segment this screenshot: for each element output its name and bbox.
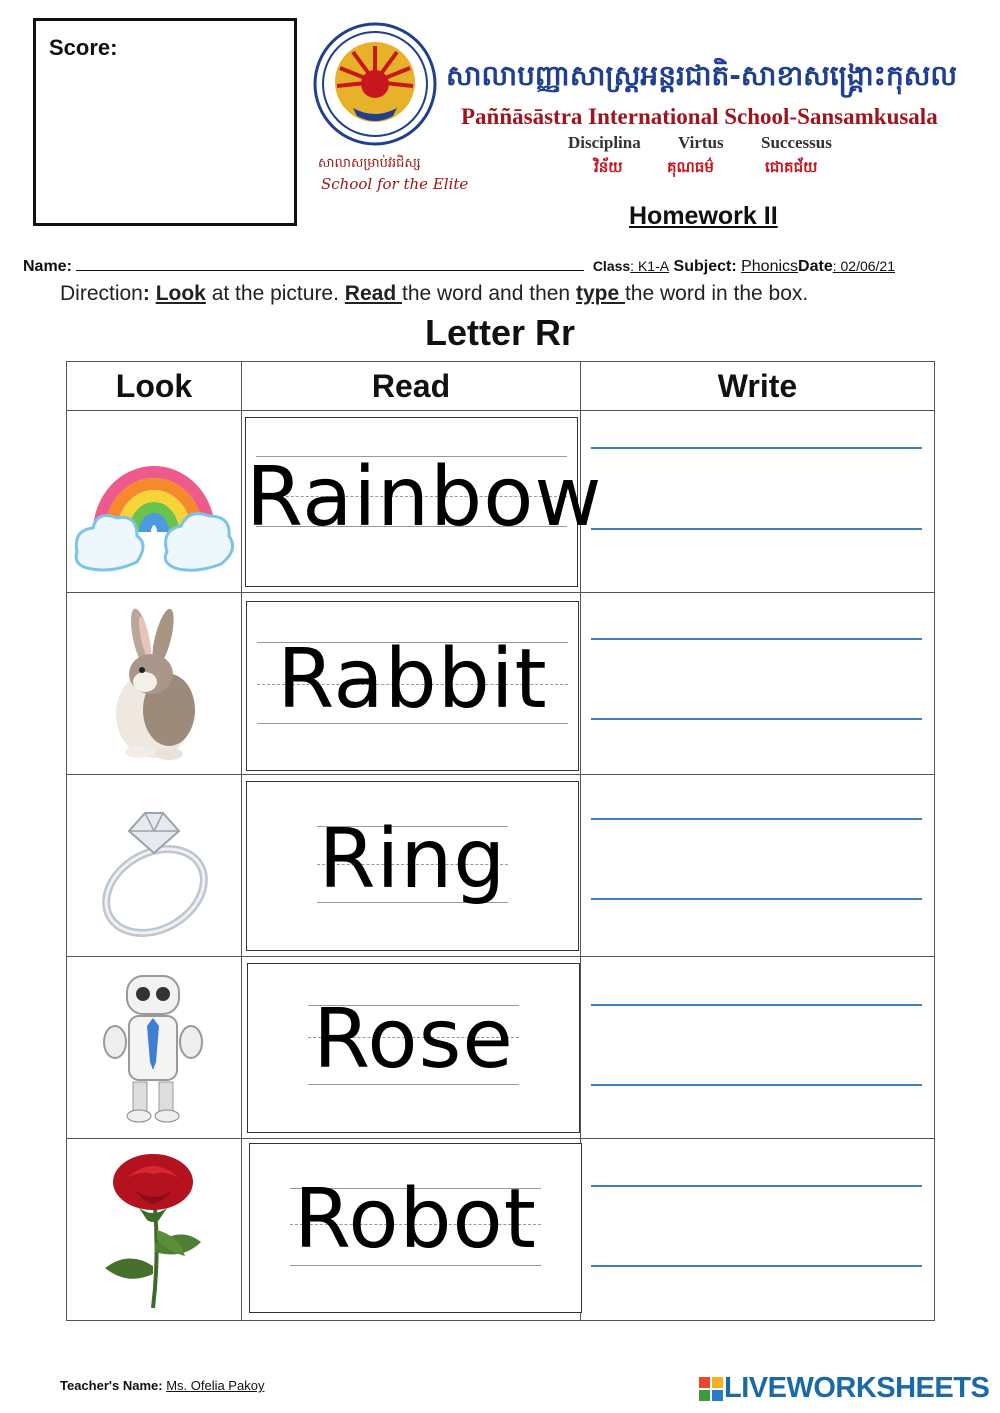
write-cell[interactable] <box>581 957 935 1139</box>
word-rabbit: Rabbit <box>277 632 548 727</box>
motto-khmer-2: គុណធម៌ <box>667 158 714 176</box>
name-field[interactable] <box>76 258 584 271</box>
table-row <box>67 1139 935 1321</box>
subject-label: Subject: <box>673 258 737 275</box>
table-row <box>67 775 935 957</box>
teacher-name-line <box>60 1378 264 1393</box>
word-ring: Ring <box>318 812 507 907</box>
rabbit-picture <box>99 604 209 764</box>
liveworksheets-logo-icon <box>698 1376 724 1402</box>
write-cell[interactable] <box>581 775 935 957</box>
homework-title: Homework II <box>629 202 778 230</box>
write-line-top <box>591 1004 922 1006</box>
robot-picture <box>99 970 209 1126</box>
date-value: : 02/06/21 <box>832 258 895 274</box>
read-cell <box>241 957 580 1139</box>
write-line-bottom <box>591 528 922 530</box>
table-header-row <box>67 362 935 411</box>
table-row <box>67 593 935 775</box>
read-cell <box>241 411 603 593</box>
look-cell <box>67 593 242 775</box>
motto-khmer-1: វិន័យ <box>594 158 623 176</box>
header-write: Write <box>581 362 935 411</box>
rose-picture <box>99 1148 209 1312</box>
look-cell <box>67 775 242 957</box>
header-read: Read <box>241 362 580 411</box>
direction-text <box>60 282 808 306</box>
direction-colon: : <box>142 282 156 305</box>
write-line-bottom <box>591 1084 922 1086</box>
word-box <box>245 417 603 587</box>
logo-caption: School for the Elite <box>321 175 469 193</box>
teacher-name: Ms. Ofelia Pakoy <box>166 1378 265 1393</box>
word-rose: Rose <box>313 992 514 1087</box>
write-line-top <box>591 1185 922 1187</box>
student-info-row <box>23 258 983 276</box>
direction-text-3: the word in the box. <box>624 282 809 305</box>
date-label: Date <box>798 258 833 275</box>
score-label: Score: <box>49 35 118 60</box>
table-row <box>67 957 935 1139</box>
ring-picture <box>89 791 219 941</box>
read-cell <box>241 1139 580 1321</box>
read-cell <box>241 593 580 775</box>
write-line-bottom <box>591 718 922 720</box>
motto-disciplina: Disciplina <box>568 133 641 152</box>
word-box <box>246 781 579 951</box>
look-cell <box>67 1139 242 1321</box>
direction-type: type <box>575 282 625 305</box>
direction-prefix: Direction <box>60 282 143 305</box>
read-cell <box>241 775 580 957</box>
class-label: Class <box>592 258 631 274</box>
class-value: : K1-A <box>630 258 670 274</box>
write-line-top <box>591 638 922 640</box>
write-cell[interactable] <box>581 593 935 775</box>
word-rainbow: Rainbow <box>245 450 603 545</box>
direction-look: Look <box>155 282 206 305</box>
write-line-top <box>591 818 922 820</box>
write-line-bottom <box>591 1265 922 1267</box>
direction-text-1: at the picture. <box>205 282 345 305</box>
write-line-top <box>591 447 922 449</box>
rainbow-picture <box>71 422 237 582</box>
write-line-bottom <box>591 898 922 900</box>
write-cell[interactable] <box>581 1139 935 1321</box>
look-cell <box>67 411 242 593</box>
name-label: Name: <box>23 258 72 275</box>
word-box <box>246 601 579 771</box>
word-box <box>249 1143 582 1313</box>
school-logo <box>313 22 437 146</box>
school-name-khmer: សាលាបញ្ញាសាស្ត្រអន្តរជាតិ-សាខាសង្គ្រោះកុសល <box>446 59 958 92</box>
teacher-label: Teacher's Name: <box>60 1378 167 1393</box>
school-name: Paññāsāstra International School-Sansamkusala <box>461 104 938 129</box>
logo-khmer-caption: សាលាសម្រាប់វរជិស្ស <box>318 156 421 171</box>
write-cell[interactable] <box>581 411 935 593</box>
direction-read: Read <box>344 282 402 305</box>
direction-text-2: the word and then <box>401 282 576 305</box>
table-row <box>67 411 935 593</box>
subject-value: Phonics <box>741 258 799 275</box>
header-look: Look <box>67 362 242 411</box>
score-box[interactable] <box>33 18 297 226</box>
look-cell <box>67 957 242 1139</box>
worksheet-title: Letter Rr <box>424 312 576 353</box>
motto-virtus: Virtus <box>678 133 724 152</box>
motto-successus: Successus <box>761 133 832 152</box>
motto-khmer-3: ជោគជ័យ <box>765 158 818 176</box>
word-robot: Robot <box>294 1172 537 1267</box>
word-box <box>247 963 580 1133</box>
liveworksheets-wordmark: LIVEWORKSHEETS <box>724 1372 990 1404</box>
worksheet-table <box>66 361 935 1321</box>
liveworksheets-brand <box>698 1372 989 1405</box>
